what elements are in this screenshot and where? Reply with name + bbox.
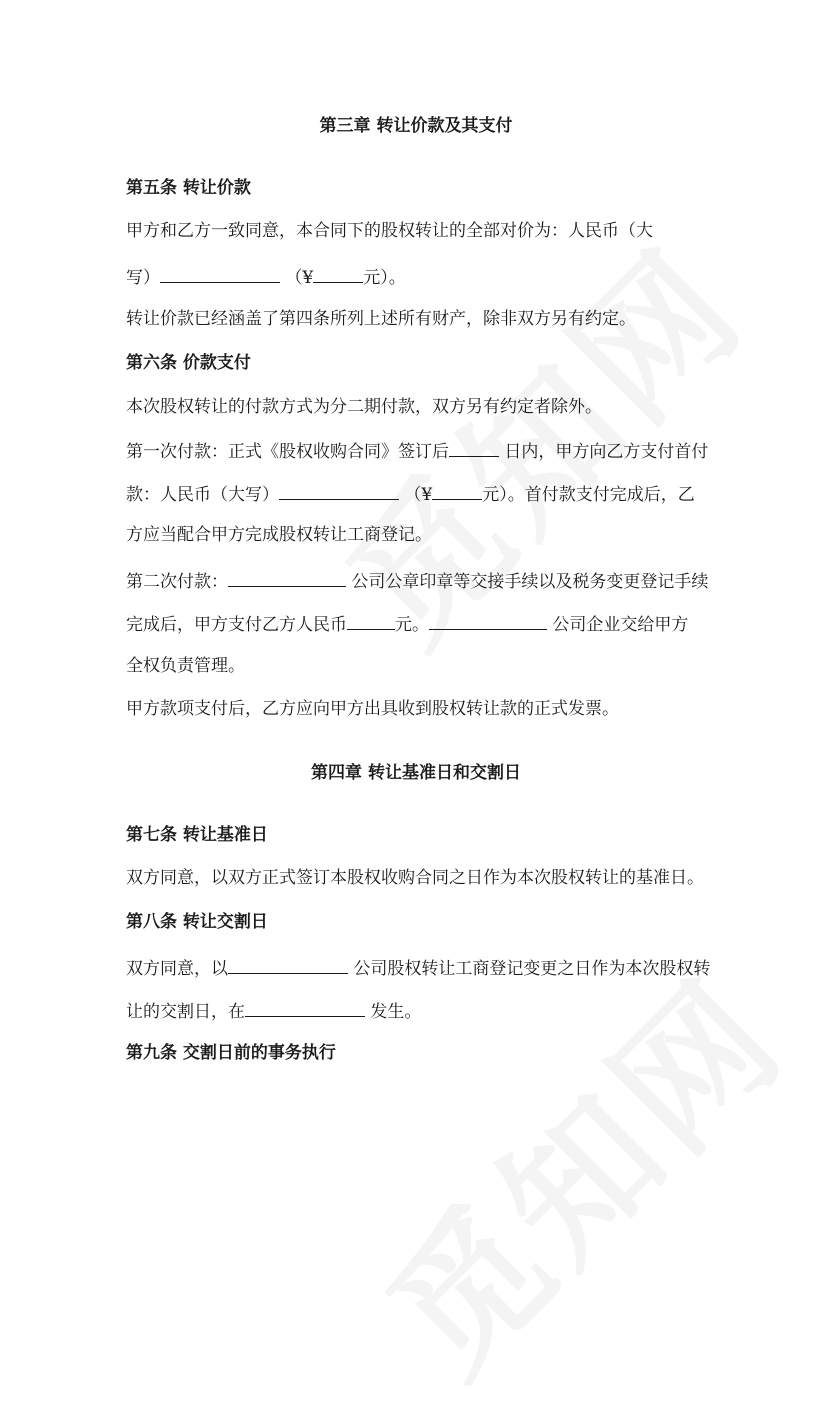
text-segment: 款：人民币（大写） [126,485,279,505]
article-6-line-6 [126,611,688,636]
blank-field[interactable] [279,481,399,500]
article-9-title: 第九条 交割日前的事务执行 [126,1043,336,1063]
text-segment: 双方同意，以 [126,959,228,979]
blank-field[interactable] [347,611,395,630]
article-5-line-3: 转让价款已经涵盖了第四条所列上述所有财产，除非双方另有约定。 [126,309,636,329]
article-5-line-1: 甲方和乙方一致同意，本合同下的股权转让的全部对价为：人民币（大 [126,221,653,241]
article-6-title: 第六条 价款支付 [126,353,251,373]
text-segment: 公司公章印章等交接手续以及税务变更登记手续 [351,572,709,592]
article-7-title: 第七条 转让基准日 [126,825,268,845]
text-segment: 写） [126,268,160,288]
text-segment: 元）。 [363,268,406,288]
blank-field[interactable] [245,998,365,1017]
article-6-line-4: 方应当配合甲方完成股权转让工商登记。 [126,525,432,545]
article-6-line-8: 甲方款项支付后，乙方应向甲方出具收到股权转让款的正式发票。 [126,699,619,719]
blank-field[interactable] [429,611,547,630]
blank-field[interactable] [449,438,499,457]
chapter-4-title: 第四章 转让基准日和交割日 [311,763,521,783]
text-segment: （¥ [285,268,314,288]
text-segment: 让的交割日，在 [126,1002,245,1022]
text-segment: 第二次付款： [126,572,228,592]
article-6-line-5 [126,568,708,593]
article-8-title: 第八条 转让交割日 [126,912,268,932]
text-segment: 公司股权转让工商登记变更之日作为本次股权转 [353,959,711,979]
text-segment: 第一次付款：正式《股权收购合同》签订后 [126,442,449,462]
text-segment: 元。 [395,615,429,635]
text-segment: 完成后，甲方支付乙方人民币 [126,615,347,635]
chapter-3-title: 第三章 转让价款及其支付 [319,116,513,136]
article-6-line-1: 本次股权转让的付款方式为分二期付款，双方另有约定者除外。 [126,397,602,417]
blank-field[interactable] [228,568,346,587]
article-5-line-2 [126,264,406,289]
article-6-line-7: 全权负责管理。 [126,656,245,676]
article-6-line-3 [126,481,695,506]
text-segment: 公司企业交给甲方 [552,615,689,635]
blank-field[interactable] [432,481,482,500]
text-segment: 发生。 [370,1002,422,1022]
blank-field[interactable] [228,955,348,974]
text-segment: 日内，甲方向乙方支付首付 [504,442,709,462]
article-7-line-1: 双方同意，以双方正式签订本股权收购合同之日作为本次股权转让的基准日。 [126,868,704,888]
blank-field[interactable] [160,264,280,283]
article-8-line-1 [126,955,710,980]
article-8-line-2 [126,998,421,1023]
text-segment: 元）。首付款支付完成后，乙 [482,485,695,505]
article-6-line-2 [126,438,708,463]
text-segment: （¥ [404,485,433,505]
article-5-title: 第五条 转让价款 [126,178,251,198]
blank-field[interactable] [313,264,363,283]
